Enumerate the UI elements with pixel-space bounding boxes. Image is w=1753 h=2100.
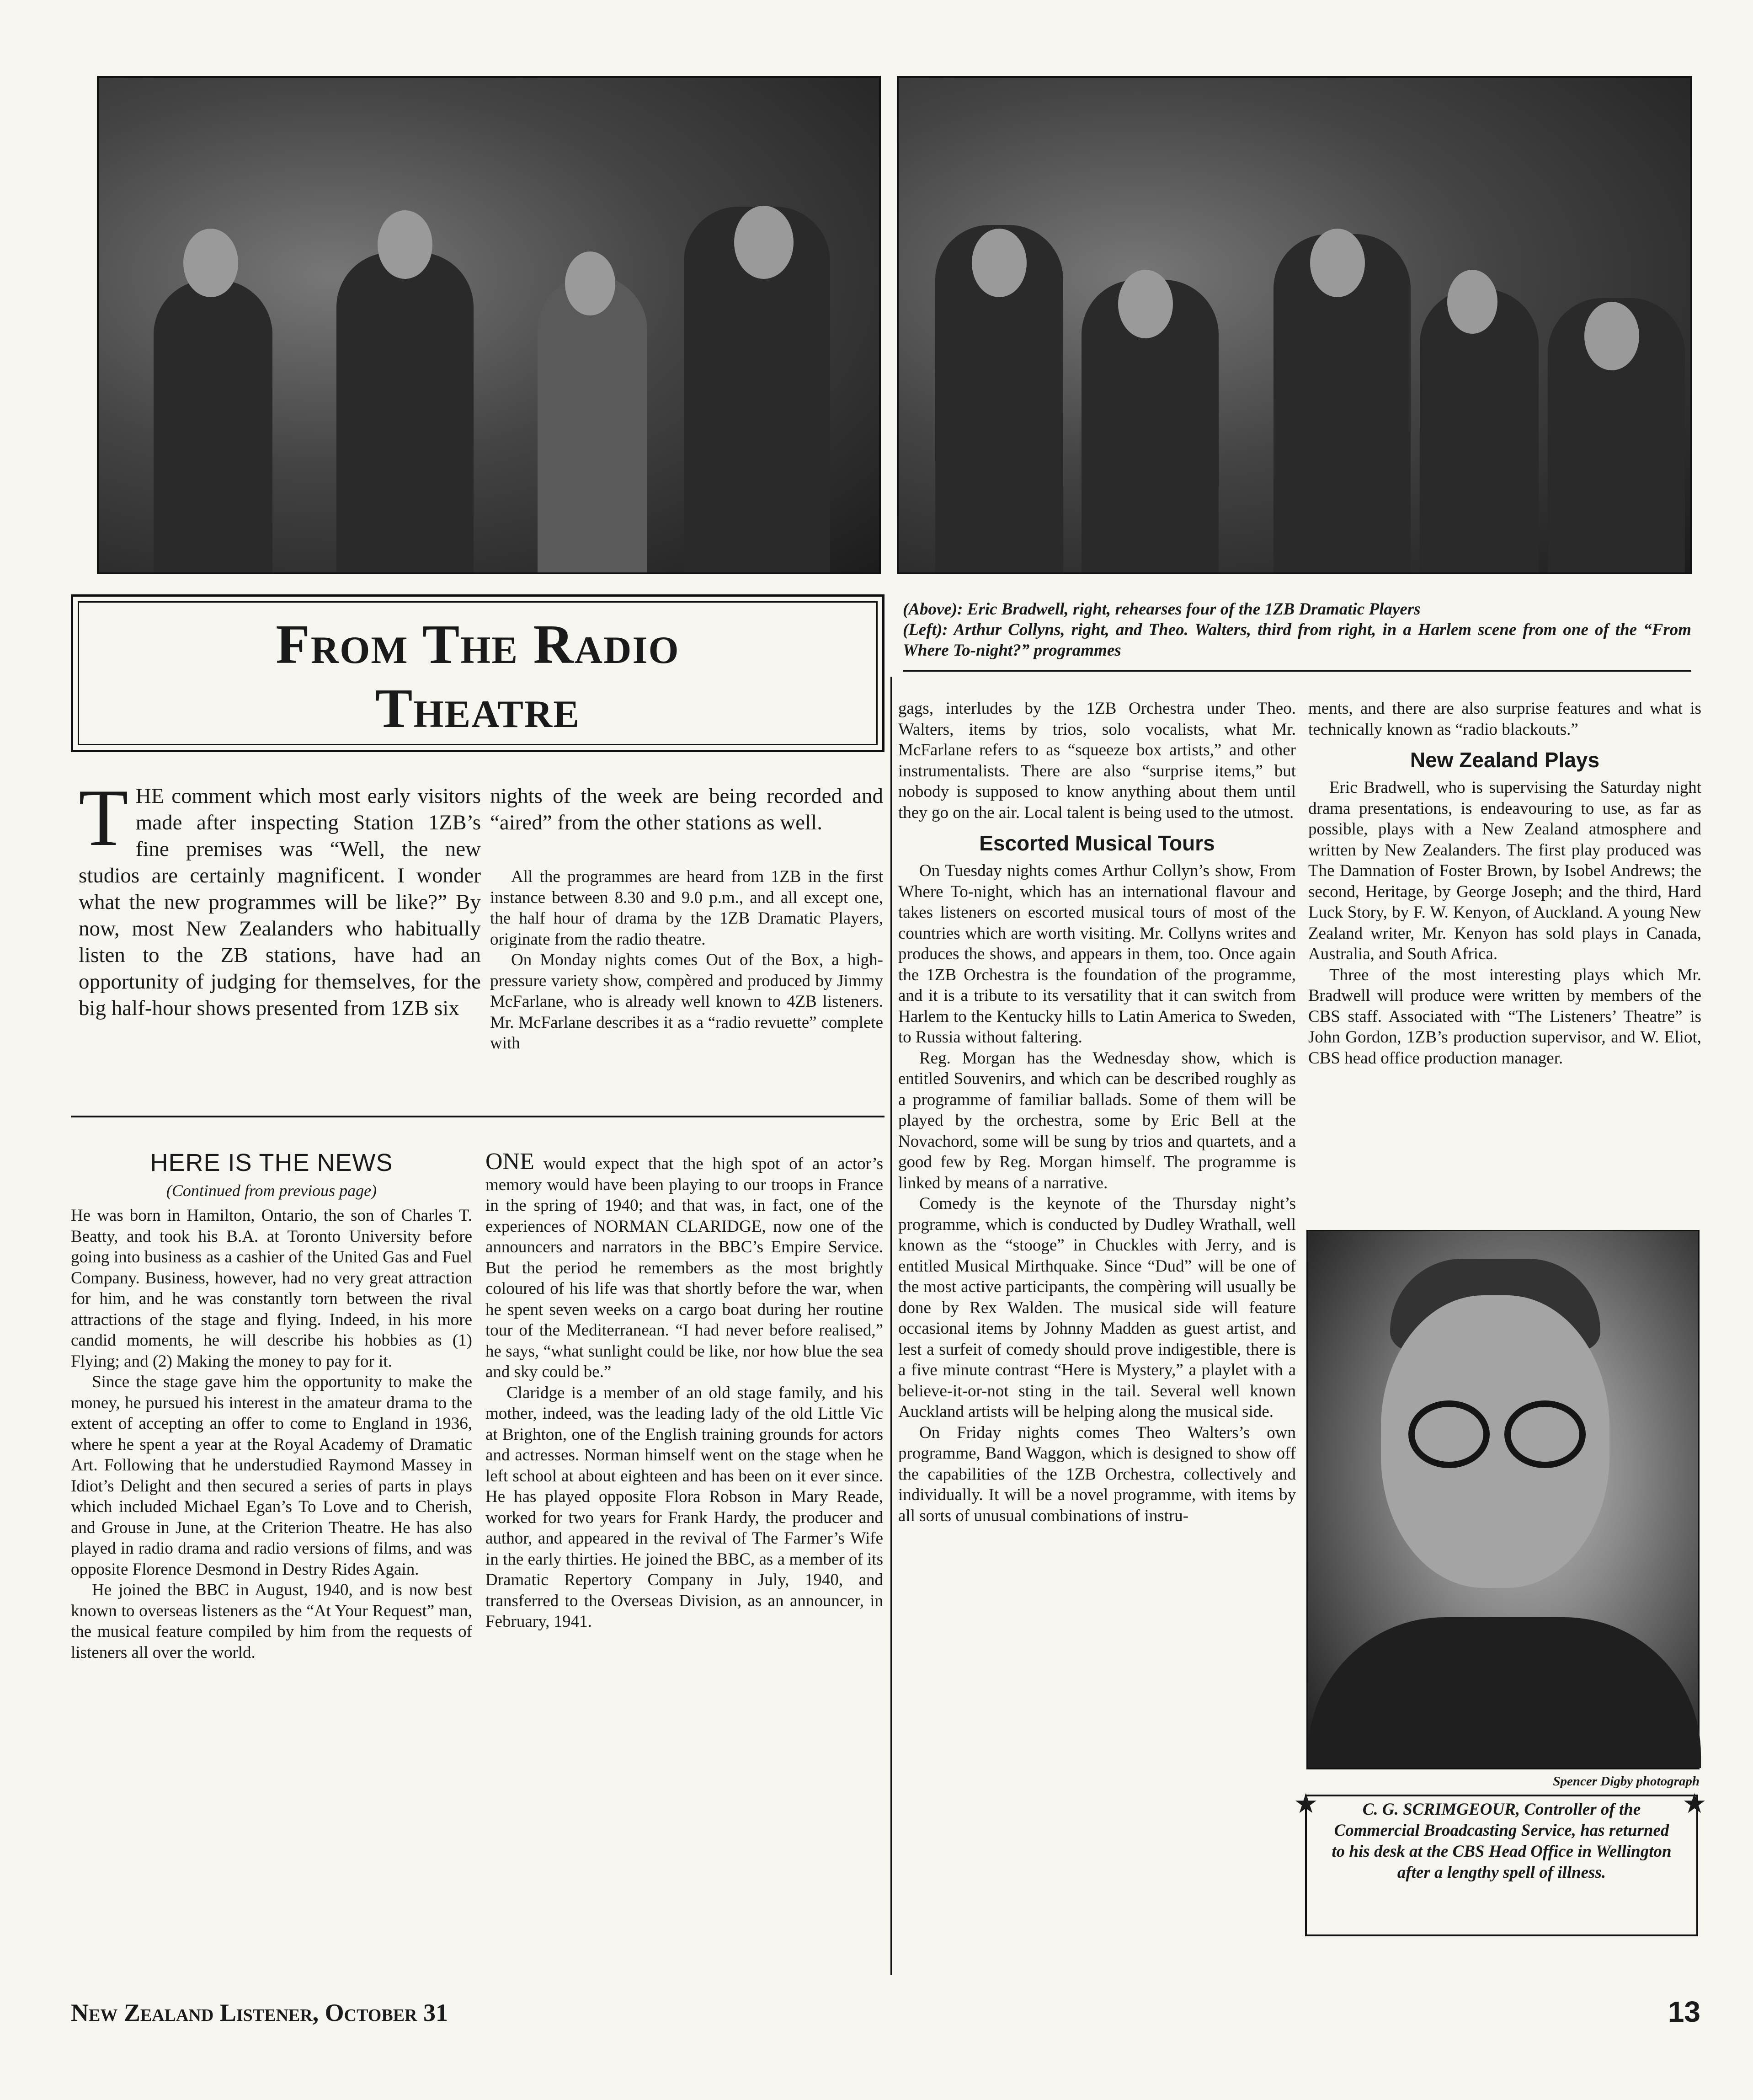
radio-para-9: Eric Bradwell, who is supervising the Saturday night drama presentations, is endeavouring to use, as far as possible, plays with a New Zealand atmosphere and written by New Zealanders. The first play produced was The Damnation of Foster Brown, by Isobel Andrews; the second, Heritage, by George Joseph; and the third, Hard Luck Story, by F. W. Kenyon, of Auckland. A young New Zealand writer, Mr. Kenyon has sold plays in Canada, Australia, and South Africa. (1308, 778, 1701, 963)
lead-text-1: HE comment which most early visitors made after inspecting Station 1ZB’s fine premises was “Well, the new studios are certainly magnificent. I wonder what the new programmes will be like?” By now, most New Zealanders who habitually listen to the ZB stations, have had an opportunity of judging for themselves, for the big half-hour shows presented from 1ZB six (79, 784, 481, 1020)
news-para-4-lead: ONE (485, 1149, 534, 1175)
title-line-1: From The Radio (276, 614, 680, 675)
news-para-3: He joined the BBC in August, 1940, and is now best known to overseas listeners as the “At Your Request” man, the musical feature compiled by him from the requests of listeners all over the world. (71, 1581, 472, 1662)
portrait-caption: C. G. SCRIMGEOUR, Controller of the Commercial Broadcasting Service, has returned to his desk at the CBS Head Office in Wellington after a lengthy spell of illness. (1332, 1800, 1672, 1882)
portrait-scrimgeour (1306, 1230, 1700, 1769)
photo-dramatic-players-left (97, 76, 881, 574)
lead-column-1 (79, 772, 481, 1021)
star-icon-left: ★ (1294, 1789, 1318, 1819)
star-icon-right: ★ (1682, 1789, 1707, 1819)
radio-para-2: On Monday nights comes Out of the Box, a high-pressure variety show, compèred and produced by Jimmy McFarlane, who is already well known to 4ZB listeners. Mr. McFarlane describes it as a “radio revuette” complete with (490, 951, 883, 1053)
radio-para-10: Three of the most interesting plays which Mr. Bradwell will produce were written by members of the CBS staff. Associated with “The Listeners’ Theatre” is John Gordon, 1ZB’s production supervisor, and W. Eliot, CBS head office production manager. (1308, 965, 1701, 1068)
news-para-1: He was born in Hamilton, Ontario, the son of Charles T. Beatty, and took his B.A. at Toronto University before going into business as a cashier of the United Gas and Fuel Company. Business, however, had no very great attraction for him, and he was constantly torn between the rival attractions of the stage and flying. Indeed, in his more candid moments, he will describe his hobbies as (1) Flying; and (2) Making the money to pay for it. (71, 1206, 472, 1371)
radio-column-4 (1308, 698, 1701, 1069)
news-para-2: Since the stage gave him the opportunity to make the money, he pursued his interest in the amateur drama to the extent of accepting an offer to come to England in 1936, where he spent a year at the Royal Academy of Dramatic Art. Following that he understudied Raymond Massey in Idiot’s Delight and then secured a series of parts in plays which included Michael Egan’s To Love and to Cherish, and Grouse in June, at the Criterion Theatre. He has also played in radio drama and radio versions of films, and was opposite Florence Desmond in Destry Rides Again. (71, 1373, 472, 1579)
caption-above-text: Eric Bradwell, right, rehearses four of the 1ZB Dramatic Players (967, 600, 1421, 619)
radio-para-1: All the programmes are heard from 1ZB in the first instance between 8.30 and 9.0 p.m., and all except one, the half hour of drama by the 1ZB Dramatic Players, originate from the radio theatre. (490, 867, 883, 949)
radio-para-8: ments, and there are also surprise features and what is technically known as “radio blackouts.” (1308, 699, 1701, 739)
caption-above-label: (Above): (903, 600, 963, 619)
caption-left-text: Arthur Collyns, right, and Theo. Walters, third from right, in a Harlem scene from one of the “From Where To-night?” programmes (903, 620, 1691, 660)
news-column-2 (485, 1151, 883, 1632)
caption-rule (903, 670, 1691, 672)
radio-para-7: On Friday nights comes Theo Walters’s own programme, Band Waggon, which is designed to show off the capabilities of the 1ZB Orchestra, collectively and individually. It will be a novel programme, with items by all sorts of unusual combinations of instru- (898, 1423, 1296, 1525)
news-headline: HERE IS THE NEWS (150, 1149, 393, 1176)
news-column-1 (71, 1143, 472, 1663)
subhead-escorted-musical-tours: Escorted Musical Tours (979, 831, 1215, 855)
caption-left (903, 620, 1691, 661)
photo-rehearsal-right (897, 76, 1692, 574)
lead-text-2: nights of the week are being recorded and “aired” from the other stations as well. (490, 784, 883, 834)
radio-para-3: gags, interludes by the 1ZB Orchestra under Theo. Walters, items by trios, solo vocalists, what Mr. McFarlane refers to as “squeeze box artists,” and other instrumentalists. There are also “surprise items,” but nobody is supposed to know anything about them until they go on the air. Local talent is being used to the utmost. (898, 699, 1296, 822)
radio-column-2-cont (490, 866, 883, 1054)
subhead-new-zealand-plays: New Zealand Plays (1410, 748, 1600, 772)
drop-cap: T (79, 772, 128, 863)
page-number: 13 (1668, 1995, 1700, 2028)
caption-left-label: (Left): (903, 620, 948, 639)
column-rule (890, 677, 892, 1975)
radio-para-4: On Tuesday nights comes Arthur Collyn’s show, From Where To-night, which has an international flavour and takes listeners on escorted musical tours of most of the countries which are worth visiting. Mr. Collyns writes and produces the shows, and appears in them, too. Once again the 1ZB Orchestra is the foundation of the programme, and it is a tribute to its versatility that it can switch from Harlem to the Kentucky hills to Latin America to Sweden, to Russia without faltering. (898, 861, 1296, 1047)
photo-caption (903, 599, 1691, 661)
section-rule (71, 1116, 884, 1117)
caption-above (903, 599, 1691, 620)
continued-note: (Continued from previous page) (166, 1181, 377, 1200)
article-title (80, 613, 875, 741)
lead-column-2 (490, 783, 883, 836)
photo-credit: Spencer Digby photograph (1553, 1774, 1700, 1789)
masthead-footer: New Zealand Listener, October 31 (71, 1999, 448, 2026)
radio-para-5: Reg. Morgan has the Wednesday show, which is entitled Souvenirs, and which can be described roughly as a programme of familiar ballads. Some of them will be played by the orchestra, some by Eric Bell at the Novachord, some will be sung by trios and quartets, and a good few by Reg. Morgan himself. The programme is linked by means of a narrative. (898, 1048, 1296, 1192)
radio-para-6: Comedy is the keynote of the Thursday night’s programme, which is conducted by Dudley Wrathall, well known as the “stooge” in Chuckles with Jerry, and is entitled Musical Mirthquake. Since “Dud” will be one of the most active participants, the compèring will usually be done by Rex Walden. The musical side will feature occasional items by Johnny Madden as guest artist, and lest a surfeit of comedy should prove indigestible, there is a five minute contrast “Here is Mystery,” a playlet with a believe-it-or-not sting in the tail. Several well known Auckland artists will be helping along the musical side. (898, 1194, 1296, 1421)
news-para-5: Claridge is a member of an old stage family, and his mother, indeed, was the leading lady of the old Little Vic at Brighton, one of the English training grounds for actors and actresses. Norman himself went on the stage when he left school at about eighteen and has been on it ever since. He has played opposite Flora Robson in Mary Reade, worked for two years for Frank Hardy, the producer and author, and appeared in the revival of The Farmer’s Wife in the early thirties. He joined the BBC, as a member of its Dramatic Repertory Company in July, 1940, and transferred to the Overseas Division, as an announcer, in February, 1941. (485, 1383, 883, 1631)
title-line-2: Theatre (375, 678, 581, 739)
radio-column-3 (898, 698, 1296, 1526)
news-para-4: would expect that the high spot of an actor’s memory would have been playing to our troops in France in the spring of 1940; and that was, in fact, one of the experiences of NORMAN CLARIDGE, now one of the announcers and narrators in the BBC’s Empire Service. But the period he remembers as the most brightly coloured of his life was that shortly before the war, when he spent seven weeks on a cargo boat during her routine tour of the Mediterranean. “I had never before realised,” he says, “what sunlight could be like, nor how blue the sea and sky could be.” (485, 1154, 883, 1381)
